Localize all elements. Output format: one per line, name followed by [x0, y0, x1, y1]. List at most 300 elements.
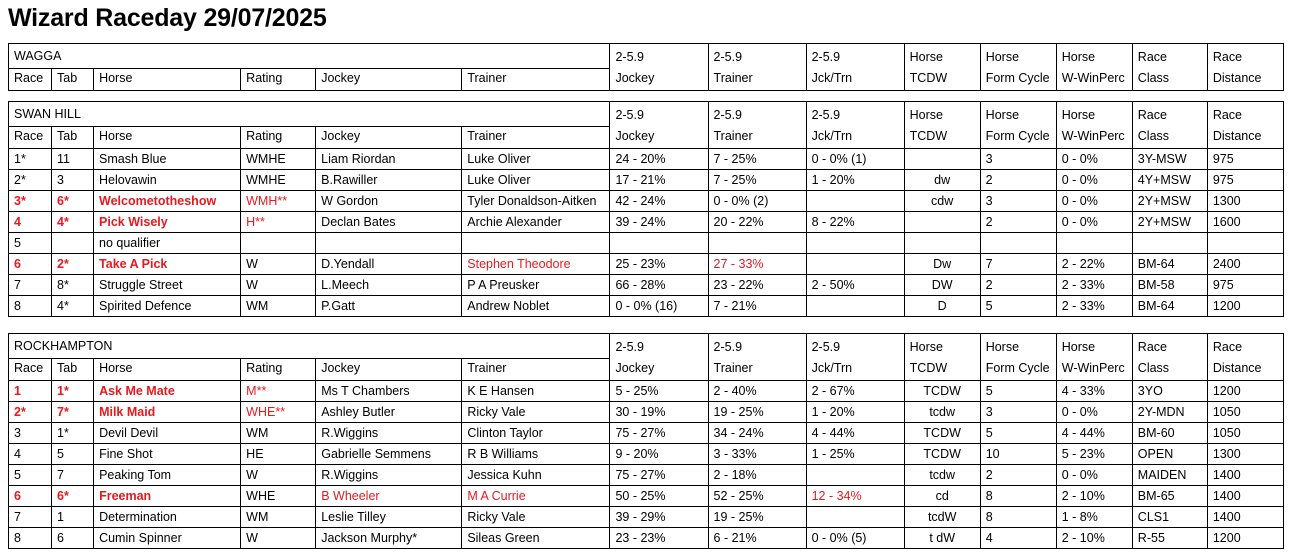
header-tcdw-top: Horse [904, 102, 980, 127]
header-class-top: Race [1132, 334, 1207, 359]
cell-dist: 1400 [1207, 486, 1283, 507]
cell-class: 2Y+MSW [1132, 191, 1207, 212]
header-distance: Distance [1207, 127, 1283, 149]
cell-form: 8 [980, 507, 1056, 528]
cell-class [1132, 233, 1207, 254]
header-race: Race [9, 359, 52, 381]
cell-dist: 1050 [1207, 423, 1283, 444]
cell-jt: 8 - 22% [806, 212, 904, 233]
cell-class: BM-64 [1132, 254, 1207, 275]
cell-jockey: Jackson Murphy* [316, 528, 462, 549]
cell-dist: 1200 [1207, 528, 1283, 549]
header-jockey-top: 2-5.9 [610, 334, 708, 359]
cell-jockey: R.Wiggins [316, 423, 462, 444]
cell-tab [52, 233, 94, 254]
cell-j [610, 233, 708, 254]
cell-race: 7 [9, 507, 52, 528]
table-row [9, 528, 1284, 549]
cell-form: 3 [980, 402, 1056, 423]
cell-rating: WHE [241, 486, 316, 507]
cell-win: 0 - 0% [1056, 212, 1132, 233]
header-tab: Tab [52, 127, 94, 149]
header-winperc-top: Horse [1056, 102, 1132, 127]
cell-class: BM-60 [1132, 423, 1207, 444]
cell-race: 2* [9, 402, 52, 423]
cell-form: 2 [980, 212, 1056, 233]
cell-tcdw [904, 149, 980, 170]
cell-trainer: Stephen Theodore [462, 254, 610, 275]
header-tcdw-top: Horse [904, 44, 980, 69]
cell-trainer: Tyler Donaldson-Aitken [462, 191, 610, 212]
header-jcktrn-top: 2-5.9 [806, 334, 904, 359]
cell-win: 2 - 33% [1056, 275, 1132, 296]
cell-jt: 0 - 0% (1) [806, 149, 904, 170]
cell-jockey: W Gordon [316, 191, 462, 212]
cell-form: 2 [980, 275, 1056, 296]
header-winperc: W-WinPerc [1056, 69, 1132, 91]
cell-tcdw [904, 233, 980, 254]
header-jcktrn: Jck/Trn [806, 359, 904, 381]
header-jcktrn-top: 2-5.9 [806, 102, 904, 127]
cell-j: 9 - 20% [610, 444, 708, 465]
cell-tab: 6* [52, 486, 94, 507]
cell-tab: 8* [52, 275, 94, 296]
header-winperc: W-WinPerc [1056, 359, 1132, 381]
cell-dist: 1050 [1207, 402, 1283, 423]
cell-j: 17 - 21% [610, 170, 708, 191]
cell-form: 5 [980, 381, 1056, 402]
cell-dist: 975 [1207, 149, 1283, 170]
cell-win: 0 - 0% [1056, 402, 1132, 423]
cell-j: 5 - 25% [610, 381, 708, 402]
cell-jockey: B.Rawiller [316, 170, 462, 191]
cell-trainer: Luke Oliver [462, 149, 610, 170]
cell-win: 0 - 0% [1056, 149, 1132, 170]
cell-form: 10 [980, 444, 1056, 465]
cell-horse: Peaking Tom [94, 465, 241, 486]
cell-tab: 4* [52, 296, 94, 317]
cell-jt [806, 465, 904, 486]
cell-t: 3 - 33% [708, 444, 806, 465]
cell-class: 2Y-MDN [1132, 402, 1207, 423]
cell-trainer: P A Preusker [462, 275, 610, 296]
cell-form: 3 [980, 191, 1056, 212]
cell-tab: 6* [52, 191, 94, 212]
header-winperc: W-WinPerc [1056, 127, 1132, 149]
table-row [9, 191, 1284, 212]
cell-jt: 12 - 34% [806, 486, 904, 507]
cell-jockey: Leslie Tilley [316, 507, 462, 528]
cell-race: 8 [9, 528, 52, 549]
cell-tab: 11 [52, 149, 94, 170]
header-jockey_col: Jockey [316, 127, 462, 149]
cell-tab: 2* [52, 254, 94, 275]
cell-dist: 1600 [1207, 212, 1283, 233]
cell-trainer: Ricky Vale [462, 507, 610, 528]
cell-class: 3Y-MSW [1132, 149, 1207, 170]
cell-rating: WM [241, 507, 316, 528]
venue-name: WAGGA [9, 44, 610, 69]
cell-class: 3YO [1132, 381, 1207, 402]
header-horse: Horse [94, 359, 241, 381]
header-jockey_col: Jockey [316, 69, 462, 91]
cell-form: 5 [980, 296, 1056, 317]
cell-t: 27 - 33% [708, 254, 806, 275]
meeting-table-swan-hill [8, 101, 1284, 317]
table-row [9, 275, 1284, 296]
cell-tcdw: D [904, 296, 980, 317]
header-trainer_col: Trainer [462, 359, 610, 381]
cell-j: 25 - 23% [610, 254, 708, 275]
cell-tcdw: TCDW [904, 423, 980, 444]
cell-tcdw: tcdw [904, 402, 980, 423]
cell-trainer: M A Currie [462, 486, 610, 507]
cell-win: 4 - 44% [1056, 423, 1132, 444]
cell-race: 5 [9, 465, 52, 486]
cell-jt: 2 - 67% [806, 381, 904, 402]
cell-tcdw: t dW [904, 528, 980, 549]
table-row [9, 149, 1284, 170]
cell-trainer: Ricky Vale [462, 402, 610, 423]
cell-trainer: Andrew Noblet [462, 296, 610, 317]
header-tcdw-top: Horse [904, 334, 980, 359]
cell-dist: 1400 [1207, 465, 1283, 486]
cell-class: CLS1 [1132, 507, 1207, 528]
cell-race: 4 [9, 444, 52, 465]
cell-dist: 975 [1207, 275, 1283, 296]
table-row [9, 254, 1284, 275]
header-distance-top: Race [1207, 334, 1283, 359]
table-row [9, 233, 1284, 254]
cell-t: 23 - 22% [708, 275, 806, 296]
cell-dist: 2400 [1207, 254, 1283, 275]
table-row [9, 381, 1284, 402]
header-rating: Rating [241, 69, 316, 91]
cell-race: 5 [9, 233, 52, 254]
cell-win: 2 - 10% [1056, 528, 1132, 549]
cell-rating [241, 233, 316, 254]
cell-race: 1* [9, 149, 52, 170]
header-tab: Tab [52, 69, 94, 91]
cell-jt: 1 - 20% [806, 170, 904, 191]
cell-tcdw: tcdW [904, 507, 980, 528]
header-winperc-top: Horse [1056, 44, 1132, 69]
cell-rating: WMHE [241, 149, 316, 170]
cell-form: 2 [980, 170, 1056, 191]
cell-jockey: P.Gatt [316, 296, 462, 317]
cell-win: 1 - 8% [1056, 507, 1132, 528]
cell-j: 42 - 24% [610, 191, 708, 212]
cell-win: 4 - 33% [1056, 381, 1132, 402]
cell-jt: 1 - 20% [806, 402, 904, 423]
cell-t: 0 - 0% (2) [708, 191, 806, 212]
cell-rating: WMHE [241, 170, 316, 191]
cell-race: 3 [9, 423, 52, 444]
cell-t: 7 - 25% [708, 149, 806, 170]
cell-tab: 1* [52, 423, 94, 444]
cell-tcdw: cd [904, 486, 980, 507]
venue-name: ROCKHAMPTON [9, 334, 610, 359]
cell-tcdw: TCDW [904, 444, 980, 465]
cell-horse: Cumin Spinner [94, 528, 241, 549]
cell-trainer: Archie Alexander [462, 212, 610, 233]
cell-class: BM-64 [1132, 296, 1207, 317]
cell-trainer: K E Hansen [462, 381, 610, 402]
cell-t: 19 - 25% [708, 507, 806, 528]
cell-j: 75 - 27% [610, 423, 708, 444]
cell-rating: HE [241, 444, 316, 465]
header-trainer_col: Trainer [462, 69, 610, 91]
cell-rating: WM [241, 423, 316, 444]
cell-rating: W [241, 465, 316, 486]
cell-jockey: Declan Bates [316, 212, 462, 233]
cell-jockey: Ms T Chambers [316, 381, 462, 402]
cell-horse: Welcometotheshow [94, 191, 241, 212]
table-row [9, 296, 1284, 317]
header-trainer-top: 2-5.9 [708, 102, 806, 127]
header-jockey: Jockey [610, 359, 708, 381]
header-trainer_col: Trainer [462, 127, 610, 149]
cell-jt [806, 507, 904, 528]
header-class-top: Race [1132, 102, 1207, 127]
header-jockey-top: 2-5.9 [610, 102, 708, 127]
cell-tab: 7 [52, 465, 94, 486]
header-horse: Horse [94, 69, 241, 91]
cell-t: 19 - 25% [708, 402, 806, 423]
cell-horse: Struggle Street [94, 275, 241, 296]
cell-j: 39 - 29% [610, 507, 708, 528]
cell-t: 20 - 22% [708, 212, 806, 233]
cell-rating: H** [241, 212, 316, 233]
header-jockey: Jockey [610, 69, 708, 91]
header-trainer-top: 2-5.9 [708, 44, 806, 69]
header-tab: Tab [52, 359, 94, 381]
cell-rating: W [241, 275, 316, 296]
cell-race: 4 [9, 212, 52, 233]
cell-horse: Ask Me Mate [94, 381, 241, 402]
cell-class: 2Y+MSW [1132, 212, 1207, 233]
header-rating: Rating [241, 359, 316, 381]
cell-class: BM-58 [1132, 275, 1207, 296]
venue-name: SWAN HILL [9, 102, 610, 127]
header-rating: Rating [241, 127, 316, 149]
header-horse: Horse [94, 127, 241, 149]
header-tcdw: TCDW [904, 359, 980, 381]
cell-form: 5 [980, 423, 1056, 444]
cell-form [980, 233, 1056, 254]
cell-horse: Freeman [94, 486, 241, 507]
cell-form: 3 [980, 149, 1056, 170]
cell-jockey: Gabrielle Semmens [316, 444, 462, 465]
cell-race: 6 [9, 254, 52, 275]
cell-tcdw [904, 212, 980, 233]
cell-dist: 1200 [1207, 381, 1283, 402]
cell-jt [806, 233, 904, 254]
cell-race: 6 [9, 486, 52, 507]
cell-t: 7 - 21% [708, 296, 806, 317]
cell-horse: Take A Pick [94, 254, 241, 275]
header-form: Form Cycle [980, 127, 1056, 149]
meeting-table-rockhampton [8, 333, 1284, 549]
cell-race: 3* [9, 191, 52, 212]
cell-j: 39 - 24% [610, 212, 708, 233]
cell-win: 2 - 33% [1056, 296, 1132, 317]
table-row [9, 444, 1284, 465]
cell-dist: 975 [1207, 170, 1283, 191]
cell-win [1056, 233, 1132, 254]
cell-win: 0 - 0% [1056, 465, 1132, 486]
cell-jockey: L.Meech [316, 275, 462, 296]
cell-jockey: B Wheeler [316, 486, 462, 507]
cell-j: 66 - 28% [610, 275, 708, 296]
cell-jt: 2 - 50% [806, 275, 904, 296]
cell-horse: Milk Maid [94, 402, 241, 423]
cell-win: 2 - 22% [1056, 254, 1132, 275]
cell-win: 2 - 10% [1056, 486, 1132, 507]
cell-form: 4 [980, 528, 1056, 549]
header-jockey-top: 2-5.9 [610, 44, 708, 69]
header-jockey: Jockey [610, 127, 708, 149]
cell-win: 0 - 0% [1056, 191, 1132, 212]
cell-tcdw: cdw [904, 191, 980, 212]
cell-trainer: Clinton Taylor [462, 423, 610, 444]
cell-dist: 1300 [1207, 191, 1283, 212]
cell-j: 24 - 20% [610, 149, 708, 170]
cell-horse: Pick Wisely [94, 212, 241, 233]
cell-tab: 7* [52, 402, 94, 423]
cell-form: 8 [980, 486, 1056, 507]
cell-jockey: R.Wiggins [316, 465, 462, 486]
cell-class: MAIDEN [1132, 465, 1207, 486]
header-form: Form Cycle [980, 359, 1056, 381]
cell-tcdw: Dw [904, 254, 980, 275]
cell-jt: 0 - 0% (5) [806, 528, 904, 549]
cell-race: 8 [9, 296, 52, 317]
header-class: Class [1132, 127, 1207, 149]
cell-class: OPEN [1132, 444, 1207, 465]
cell-horse: Fine Shot [94, 444, 241, 465]
header-trainer: Trainer [708, 69, 806, 91]
header-distance: Distance [1207, 359, 1283, 381]
page-title: Wizard Raceday 29/07/2025 [8, 4, 327, 32]
cell-j: 75 - 27% [610, 465, 708, 486]
cell-t: 2 - 18% [708, 465, 806, 486]
header-trainer-top: 2-5.9 [708, 334, 806, 359]
header-class: Class [1132, 69, 1207, 91]
cell-rating: WMH** [241, 191, 316, 212]
cell-trainer [462, 233, 610, 254]
cell-horse: Spirited Defence [94, 296, 241, 317]
cell-t: 6 - 21% [708, 528, 806, 549]
cell-t: 34 - 24% [708, 423, 806, 444]
header-tcdw: TCDW [904, 69, 980, 91]
cell-win: 0 - 0% [1056, 170, 1132, 191]
table-row [9, 507, 1284, 528]
cell-jockey: D.Yendall [316, 254, 462, 275]
cell-rating: WHE** [241, 402, 316, 423]
cell-j: 23 - 23% [610, 528, 708, 549]
cell-t: 2 - 40% [708, 381, 806, 402]
header-jcktrn-top: 2-5.9 [806, 44, 904, 69]
header-class-top: Race [1132, 44, 1207, 69]
cell-jt: 1 - 25% [806, 444, 904, 465]
cell-horse: Smash Blue [94, 149, 241, 170]
header-tcdw: TCDW [904, 127, 980, 149]
cell-race: 1 [9, 381, 52, 402]
cell-tab: 5 [52, 444, 94, 465]
cell-form: 7 [980, 254, 1056, 275]
header-form-top: Horse [980, 334, 1056, 359]
table-row [9, 402, 1284, 423]
cell-race: 7 [9, 275, 52, 296]
cell-rating: M** [241, 381, 316, 402]
cell-tcdw: dw [904, 170, 980, 191]
header-winperc-top: Horse [1056, 334, 1132, 359]
header-form-top: Horse [980, 44, 1056, 69]
cell-tab: 1 [52, 507, 94, 528]
cell-tab: 1* [52, 381, 94, 402]
header-race: Race [9, 69, 52, 91]
header-distance-top: Race [1207, 102, 1283, 127]
cell-jockey: Liam Riordan [316, 149, 462, 170]
cell-jockey [316, 233, 462, 254]
cell-class: R-55 [1132, 528, 1207, 549]
cell-horse: Helovawin [94, 170, 241, 191]
cell-rating: W [241, 528, 316, 549]
cell-dist: 1200 [1207, 296, 1283, 317]
cell-dist: 1300 [1207, 444, 1283, 465]
cell-t: 7 - 25% [708, 170, 806, 191]
cell-race: 2* [9, 170, 52, 191]
cell-j: 50 - 25% [610, 486, 708, 507]
cell-tcdw: TCDW [904, 381, 980, 402]
meeting-table-wagga [8, 43, 1284, 91]
cell-class: BM-65 [1132, 486, 1207, 507]
table-row [9, 465, 1284, 486]
cell-jockey: Ashley Butler [316, 402, 462, 423]
header-trainer: Trainer [708, 359, 806, 381]
cell-rating: WM [241, 296, 316, 317]
cell-tcdw: tcdw [904, 465, 980, 486]
table-row [9, 212, 1284, 233]
cell-trainer: R B Williams [462, 444, 610, 465]
cell-tab: 3 [52, 170, 94, 191]
cell-jt [806, 191, 904, 212]
cell-j: 0 - 0% (16) [610, 296, 708, 317]
cell-dist [1207, 233, 1283, 254]
cell-t: 52 - 25% [708, 486, 806, 507]
cell-tcdw: DW [904, 275, 980, 296]
cell-trainer: Sileas Green [462, 528, 610, 549]
cell-rating: W [241, 254, 316, 275]
header-form-top: Horse [980, 102, 1056, 127]
header-form: Form Cycle [980, 69, 1056, 91]
cell-tab: 4* [52, 212, 94, 233]
cell-t [708, 233, 806, 254]
header-jockey_col: Jockey [316, 359, 462, 381]
cell-class: 4Y+MSW [1132, 170, 1207, 191]
cell-jt [806, 296, 904, 317]
header-race: Race [9, 127, 52, 149]
header-trainer: Trainer [708, 127, 806, 149]
table-row [9, 486, 1284, 507]
header-distance: Distance [1207, 69, 1283, 91]
header-jcktrn: Jck/Trn [806, 69, 904, 91]
table-row [9, 423, 1284, 444]
cell-form: 2 [980, 465, 1056, 486]
cell-trainer: Jessica Kuhn [462, 465, 610, 486]
cell-jt: 4 - 44% [806, 423, 904, 444]
